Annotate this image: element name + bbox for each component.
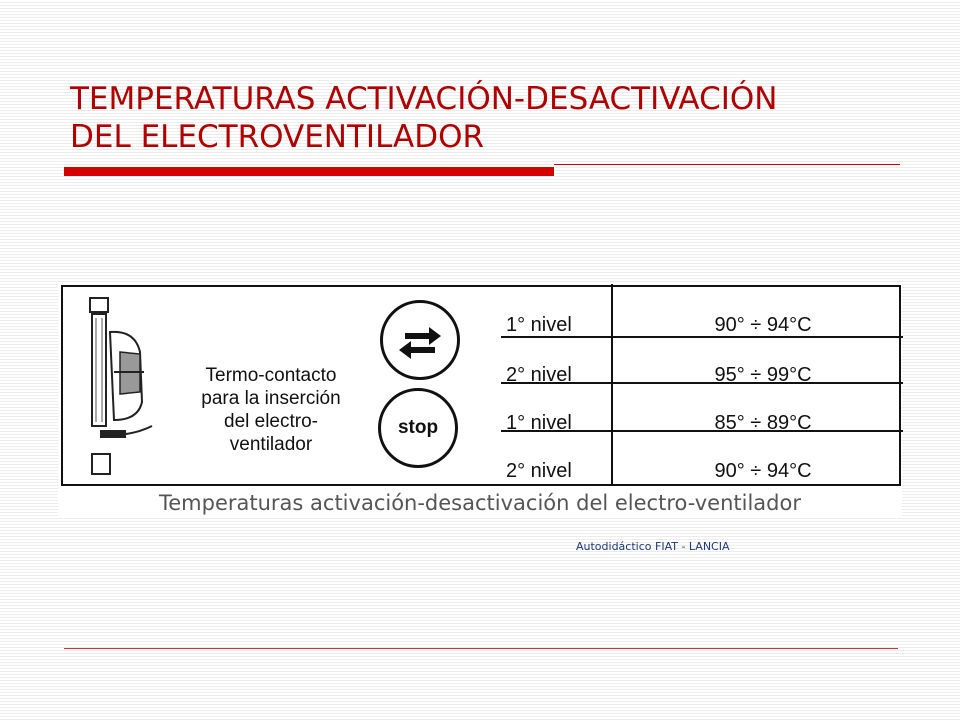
stop-icon: stop: [378, 388, 458, 468]
title-underline: [554, 164, 900, 165]
level-cell: 1° nivel: [506, 314, 572, 336]
radiator-fan-illustration: [80, 292, 180, 482]
level-cell: 2° nivel: [506, 364, 572, 386]
arrows-swap-icon: [380, 300, 460, 380]
temperature-range-cell: 95° ÷ 99°C: [714, 364, 812, 386]
slide-title: [70, 80, 890, 156]
title-accent-bar: [64, 167, 554, 176]
level-cell: 2° nivel: [506, 460, 572, 482]
slide-title-line-2: DEL ELECTROVENTILADOR: [70, 119, 485, 155]
temperature-range-cell: 90° ÷ 94°C: [714, 314, 812, 336]
figure-caption: Temperaturas activación-desactivación del electro-ventilador: [58, 488, 902, 518]
table-row-divider: [501, 336, 903, 338]
level-cell: 1° nivel: [506, 412, 572, 434]
temperature-range-cell: 90° ÷ 94°C: [714, 460, 812, 482]
temperature-range-cell: 85° ÷ 89°C: [714, 412, 812, 434]
footer-rule: [64, 648, 898, 649]
table-divider: [611, 284, 613, 486]
source-credit: Autodidáctico FIAT - LANCIA: [576, 540, 730, 553]
slide-title-line-1: TEMPERATURAS ACTIVACIÓN-DESACTIVACIÓN: [70, 81, 778, 117]
thermo-contact-label: Termo-contacto para la inserción del electro- ventilador: [201, 365, 341, 455]
temperature-figure: [58, 284, 902, 518]
